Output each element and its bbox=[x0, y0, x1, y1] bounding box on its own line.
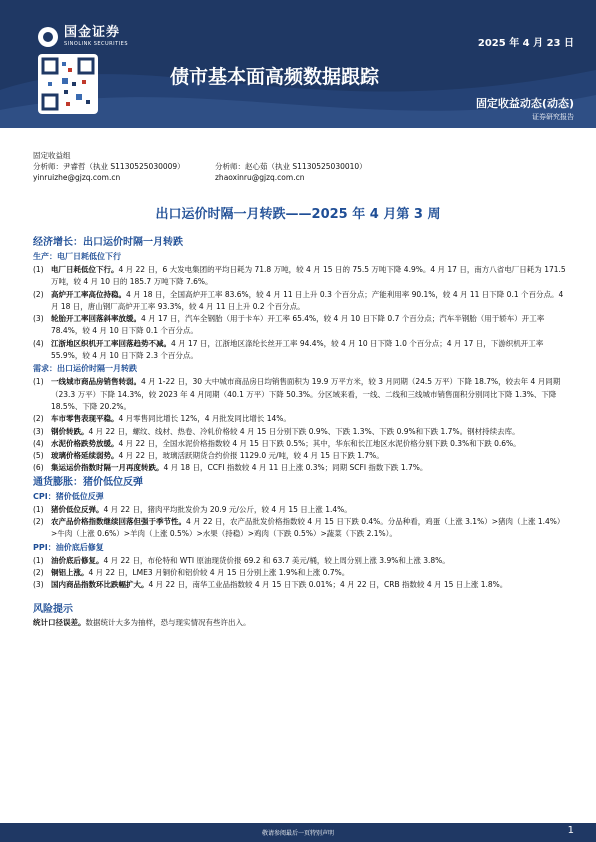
item-body bbox=[51, 450, 568, 462]
report-header bbox=[0, 0, 596, 128]
production-list bbox=[33, 264, 568, 362]
list-item bbox=[33, 516, 568, 541]
item-text: 4 月 22 日，螺纹、线材、热卷、冷轧价格较 4 月 15 日分别下跌 0.9%、下跌 1.3%、下跌 0.9%和下跌 1.7%。钢材持续去库。 bbox=[88, 426, 520, 436]
analyst-info bbox=[33, 150, 367, 183]
item-number: (2) bbox=[33, 567, 44, 577]
item-number: (2) bbox=[33, 289, 44, 299]
item-body bbox=[51, 555, 568, 567]
report-date: 2025 年 4 月 23 日 bbox=[477, 38, 574, 49]
item-text: 4 月 22 日，玻璃活跃期货合约价报 1129.0 元/吨，较 4 月 15 日下跌 1.7%。 bbox=[118, 451, 384, 461]
item-number: (4) bbox=[33, 438, 44, 448]
list-item bbox=[33, 313, 568, 338]
ppi-list bbox=[33, 555, 568, 592]
item-heading: 一线城市商品房销售转弱。 bbox=[51, 377, 141, 387]
item-text: 4 月 22 日，LME3 月铜价和铝价较 4 月 15 日分别上涨 1.9%和上涨 0.7%。 bbox=[88, 567, 350, 577]
item-number: (1) bbox=[33, 377, 44, 387]
document-title: 出口运价时隔一月转跌——2025 年 4 月第 3 周 bbox=[155, 207, 441, 222]
item-body bbox=[51, 579, 568, 591]
analyst-1: 分析师：尹睿哲（执业 S1130525030009） bbox=[33, 162, 185, 171]
section-growth-title: 经济增长：出口运价时隔一月转跌 bbox=[33, 237, 183, 248]
item-text: 4 月 22 日，猪肉平均批发价为 20.9 元/公斤，较 4 月 15 日上涨 1.4%。 bbox=[103, 504, 352, 514]
subsection-cpi-title: CPI：猪价低位反弹 bbox=[33, 491, 104, 501]
analyst-2: 分析师：赵心茹（执业 S1130525030010） bbox=[215, 162, 367, 171]
item-body bbox=[51, 264, 568, 289]
item-heading: 集运运价指数时隔一月再度转跌。 bbox=[51, 463, 164, 473]
item-text: 4 月零售同比增长 12%，4 月批发同比增长 14%。 bbox=[118, 414, 291, 424]
list-item bbox=[33, 289, 568, 314]
page-footer bbox=[0, 823, 596, 842]
item-body bbox=[51, 313, 568, 338]
item-heading: 铜铝上涨。 bbox=[51, 567, 89, 577]
item-text: 4 月 18 日，CCFI 指数较 4 月 11 日上涨 0.3%；同期 SCFI 指数下跌 1.7%。 bbox=[163, 463, 428, 473]
item-heading: 油价底后修复。 bbox=[51, 555, 104, 565]
logo-name-cn: 国金证券 bbox=[64, 25, 121, 40]
risk-text: 数据统计大多为抽样，恐与现实情况有些许出入。 bbox=[85, 617, 251, 627]
item-text: 4 月 22 日，布伦特和 WTI 原油现货价报 69.2 和 63.7 美元/桶，较上周分别上涨 3.9%和上涨 3.8%。 bbox=[103, 555, 450, 565]
qr-code-icon bbox=[38, 54, 98, 114]
report-category: 证券研究报告 bbox=[532, 113, 574, 121]
item-text: 4 月 17 日，江浙地区涤纶长丝开工率 94.4%，较 4 月 10 日下降 1.0 个百分点；4 月 17 日，下游织机开工率 55.9%，较 4 月 10 日下降 2.3 个百分点。 bbox=[51, 338, 544, 361]
list-item bbox=[33, 450, 568, 462]
item-heading: 江浙地区织机开工率回落趋势不减。 bbox=[51, 338, 171, 348]
item-number: (5) bbox=[33, 451, 44, 461]
item-text: 4 月 22 日，农产品批发价格指数较 4 月 15 日下跌 0.4%。分品种看，鸡蛋（上涨 3.1%）>猪肉（上涨 1.4%）>牛肉（上涨 0.6%）>羊肉（上涨 0.5%）>水果（持稳）>鸡肉（下跌 0.5%）>蔬菜（下跌 2.1%）。 bbox=[51, 517, 565, 539]
risk-heading: 统计口径误差。 bbox=[33, 617, 86, 627]
footer-disclaimer: 敬请参阅最后一页特别声明 bbox=[261, 830, 334, 837]
item-body bbox=[51, 462, 568, 474]
item-body bbox=[51, 504, 568, 516]
company-logo bbox=[38, 26, 128, 47]
list-item bbox=[33, 338, 568, 363]
list-item bbox=[33, 426, 568, 438]
item-number: (6) bbox=[33, 463, 44, 473]
list-item bbox=[33, 413, 568, 425]
cpi-list bbox=[33, 504, 568, 541]
logo-name-en: SINOLINK SECURITIES bbox=[64, 41, 128, 47]
item-text: 4 月 22 日，6 大发电集团的平均日耗为 71.8 万吨，较 4 月 15 日的 75.5 万吨下降 4.9%。4 月 17 日，南方八省电厂日耗为 171.5 万吨，较 4 月 10 日的 185.7 万吨下降 7.6%。 bbox=[51, 265, 566, 287]
item-body bbox=[51, 413, 568, 425]
item-heading: 钢价转跌。 bbox=[51, 426, 89, 436]
list-item bbox=[33, 555, 568, 567]
list-item bbox=[33, 438, 568, 450]
analyst-2-email[interactable]: zhaoxinru@gjzq.com.cn bbox=[215, 173, 305, 182]
logo-mark-icon bbox=[38, 27, 58, 47]
item-number: (1) bbox=[33, 504, 44, 514]
list-item bbox=[33, 504, 568, 516]
item-heading: 玻璃价格延续弱势。 bbox=[51, 451, 119, 461]
item-heading: 车市零售表现平稳。 bbox=[51, 414, 119, 424]
item-body bbox=[51, 376, 568, 413]
demand-list bbox=[33, 376, 568, 474]
item-number: (1) bbox=[33, 555, 44, 565]
list-item bbox=[33, 567, 568, 579]
item-heading: 电厂日耗低位下行。 bbox=[51, 265, 119, 274]
list-item bbox=[33, 579, 568, 591]
page-number: 1 bbox=[567, 825, 574, 836]
item-body bbox=[51, 289, 568, 314]
section-inflation-title: 通货膨胀：猪价低位反弹 bbox=[33, 476, 143, 488]
item-heading: 水泥价格跌势放缓。 bbox=[51, 438, 119, 448]
item-heading: 轮胎开工率回落斜率放缓。 bbox=[51, 314, 141, 324]
item-heading: 猪价低位反弹。 bbox=[51, 504, 104, 514]
item-text: 4 月 17 日，汽车全钢胎（用于卡车）开工率 65.4%，较 4 月 10 日下降 0.7 个百分点；汽车半钢胎（用于轿车）开工率 78.4%，较 4 月 10 日下降 0.1 个百分点。 bbox=[51, 314, 545, 336]
analyst-dept: 固定收益组 bbox=[33, 151, 71, 160]
item-text: 4 月 18 日，全国高炉开工率 83.6%，较 4 月 11 日上升 0.3 个百分点；产能利用率 90.1%，较 4 月 11 日下降 0.1 个百分点。4 月 18 日，唐山钢厂高炉开工率 93.3%，较 4 月 11 日上升 0.2 个百分点。 bbox=[51, 289, 564, 311]
item-heading: 高炉开工率高位持稳。 bbox=[51, 289, 126, 299]
item-body bbox=[51, 426, 568, 438]
report-body bbox=[33, 235, 568, 629]
item-text: 4 月 22 日，南华工业品指数较 4 月 15 日下跌 0.01%；4 月 22 日，CRB 指数较 4 月 15 日上涨 1.8%。 bbox=[148, 580, 508, 590]
item-number: (3) bbox=[33, 580, 44, 590]
item-text: 4 月 22 日，全国水泥价格指数较 4 月 15 日下跌 0.5%；其中，华东和长江地区水泥价格分别下跌 0.3%和下跌 0.6%。 bbox=[118, 438, 521, 448]
item-body bbox=[51, 338, 568, 363]
item-number: (3) bbox=[33, 426, 44, 436]
item-number: (2) bbox=[33, 517, 44, 527]
section-risk-title: 风险提示 bbox=[33, 603, 73, 615]
item-text: 4 月 1-22 日，30 大中城市商品房日均销售面积为 19.9 万平方米，较 3 月同期（24.5 万平）下降 18.7%，较去年 4 月同期（23.3 万平）下降 14.3%，较 2023 年 4 月同期（40.1 万平）下降 50.3%。分区域来看，一线、二线和三线城市销售面积分别同比下降 1.3%、下降 18.5%、下降 20.2%。 bbox=[51, 377, 561, 411]
item-number: (2) bbox=[33, 414, 44, 424]
report-title: 债市基本面高频数据跟踪 bbox=[170, 66, 380, 88]
subsection-ppi-title: PPI：油价底后修复 bbox=[33, 542, 104, 552]
list-item bbox=[33, 462, 568, 474]
item-heading: 农产品价格指数继续回落但强于季节性。 bbox=[51, 517, 186, 527]
report-type: 固定收益动态(动态) bbox=[475, 97, 574, 110]
item-body bbox=[51, 567, 568, 579]
item-number: (3) bbox=[33, 314, 44, 324]
item-number: (1) bbox=[33, 265, 44, 274]
subsection-demand-title: 需求：出口运价时隔一月转跌 bbox=[33, 364, 137, 374]
item-heading: 国内商品指数环比跌幅扩大。 bbox=[51, 580, 149, 590]
list-item bbox=[33, 264, 568, 289]
item-number: (4) bbox=[33, 338, 44, 348]
item-body bbox=[51, 516, 568, 541]
risk-item bbox=[33, 617, 568, 629]
list-item bbox=[33, 376, 568, 413]
analyst-1-email[interactable]: yinruizhe@gjzq.com.cn bbox=[33, 173, 121, 182]
subsection-production-title: 生产：电厂日耗低位下行 bbox=[33, 252, 121, 261]
item-body bbox=[51, 438, 568, 450]
